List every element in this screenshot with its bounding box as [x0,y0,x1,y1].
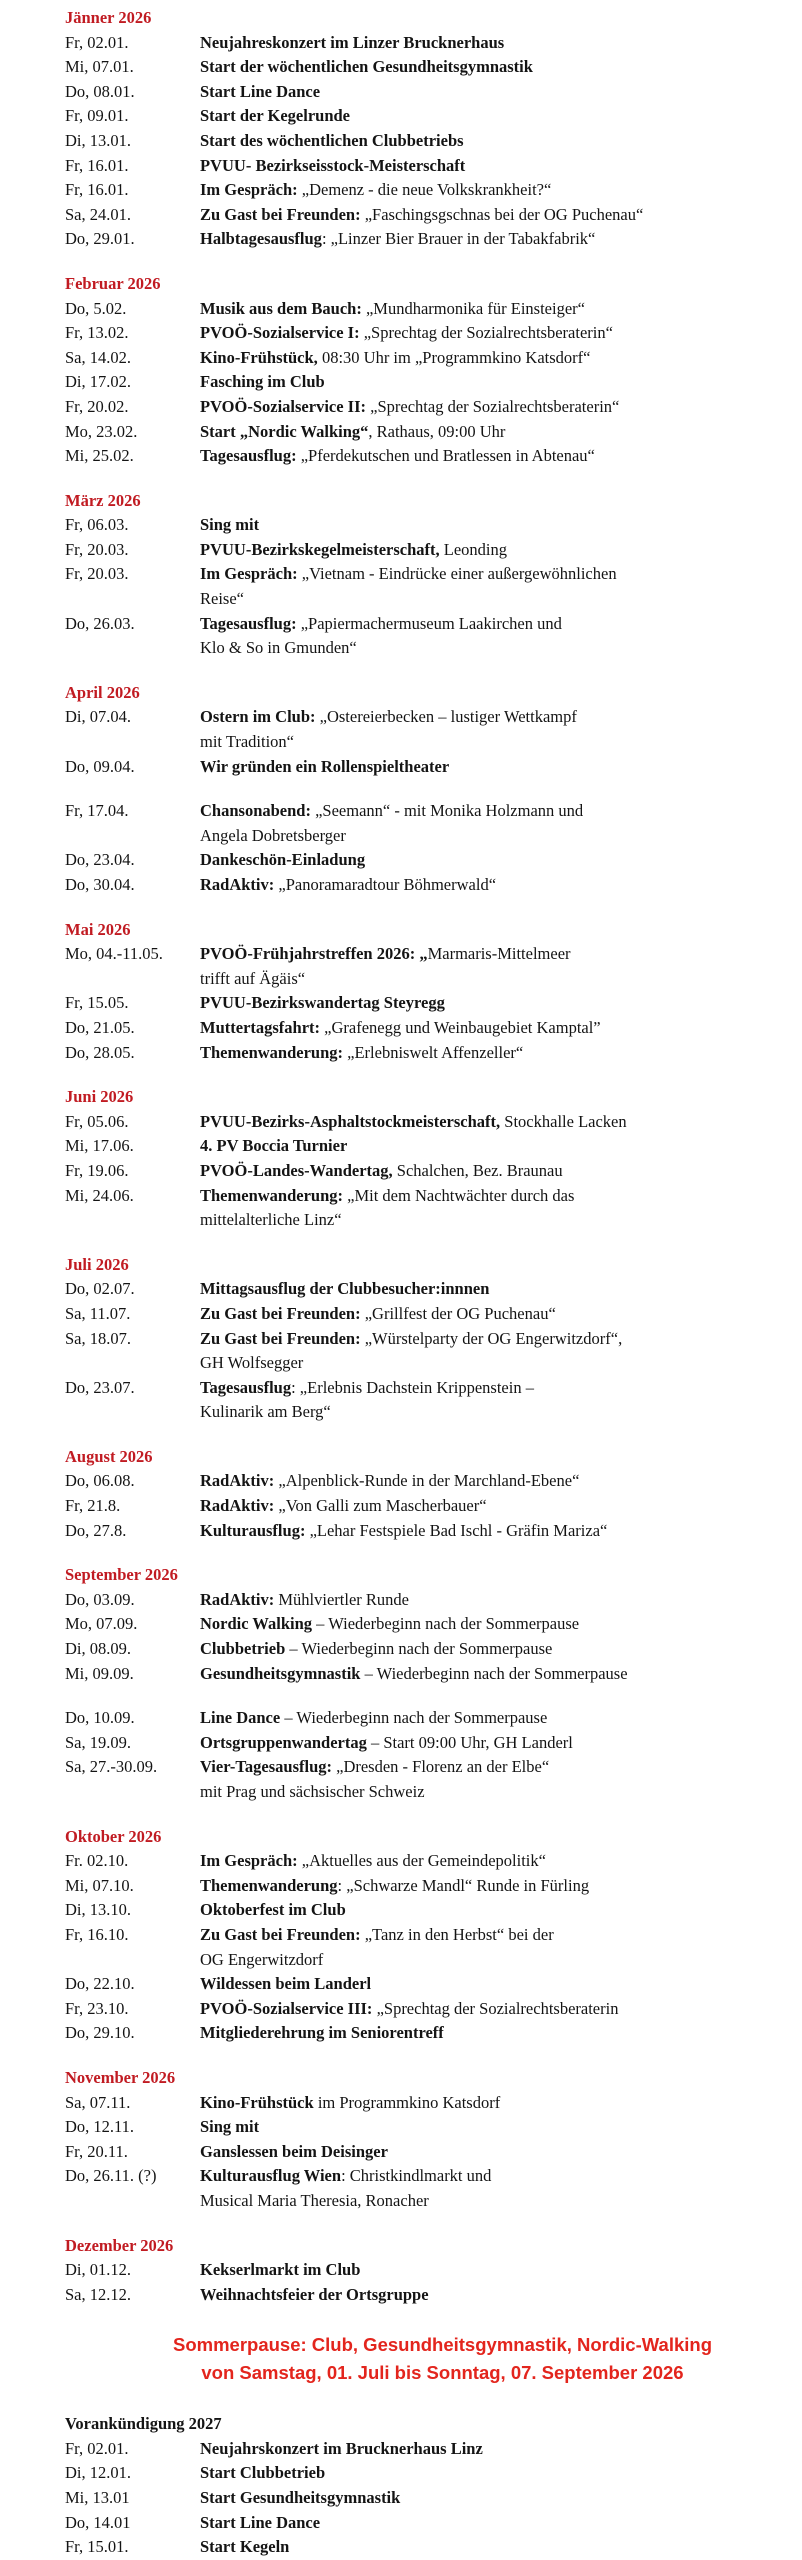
event-row [65,1469,762,1494]
event-description: Start Line Dance [200,81,321,101]
event-date: Do, 14.01 [65,2512,131,2532]
event-row [65,31,762,56]
event-date: Do, 10.09. [65,1708,135,1728]
event-description: PVOÖ-Sozialservice II: „Sprechtag der Sozialrechtsberaterin“ [200,396,620,416]
event-description: Start Gesundheitsgymnastik [200,2488,401,2508]
event-description: Mittagsausflug der Clubbesucher:innnen [200,1279,490,1299]
event-row [65,297,762,322]
event-date: Fr, 20.03. [65,564,129,584]
month-header: Februar 2026 [65,273,161,293]
event-row [65,1016,762,1041]
summer-break-line-2: von Samstag, 01. Juli bis Sonntag, 07. September 2026 [201,2361,684,2383]
month-header: September 2026 [65,1565,178,1585]
event-row [65,1923,762,1972]
event-description: Start Clubbetrieb [200,2463,326,2483]
event-date: Do, 03.09. [65,1589,135,1609]
month-header: August 2026 [65,1446,153,1466]
month-header: Mai 2026 [65,919,131,939]
event-date: Fr, 02.01. [65,32,129,52]
event-row [65,1159,762,1184]
event-row [65,321,762,346]
event-date: Do, 23.07. [65,1377,135,1397]
month-section [65,2412,762,2560]
event-description: PVOÖ-Landes-Wandertag, Schalchen, Bez. Braunau [200,1160,563,1180]
event-date: Di, 08.09. [65,1639,131,1659]
event-row [65,799,762,848]
event-description: Gesundheitsgymnastik – Wiederbeginn nach der Sommerpause [200,1663,628,1683]
summer-break-notice [65,2331,762,2386]
event-date: Di, 13.01. [65,130,131,150]
event-row [65,1997,762,2022]
event-date: Sa, 19.09. [65,1732,131,1752]
event-date: Fr, 06.03. [65,515,129,535]
event-date: Do, 27.8. [65,1520,127,1540]
event-row [65,2021,762,2046]
month-section [65,2234,762,2308]
event-date: Sa, 12.12. [65,2284,131,2304]
event-date: Mi, 25.02. [65,446,134,466]
event-date: Fr, 17.04. [65,801,129,821]
event-description: Tagesausflug: „Pferdekutschen und Bratlessen in Abtenau“ [200,446,595,466]
event-description: Zu Gast bei Freunden: „Würstelparty der OG Engerwitzdorf“, GH Wolfsegger [200,1328,623,1373]
event-date: Mi, 07.01. [65,57,134,77]
event-description: Tagesausflug: „Erlebnis Dachstein Krippenstein – Kulinarik am Berg“ [200,1377,534,1422]
event-description: Ortsgruppenwandertag – Start 09:00 Uhr, GH Landerl [200,1732,573,1752]
event-description: Start Kegeln [200,2537,290,2557]
event-row [65,55,762,80]
event-date: Di, 12.01. [65,2463,131,2483]
event-description: Im Gespräch: „Aktuelles aus der Gemeindepolitik“ [200,1851,546,1871]
event-row [65,942,762,991]
event-date: Do, 21.05. [65,1017,135,1037]
event-row [65,2511,762,2536]
event-row [65,1706,762,1731]
event-description: Start der wöchentlichen Gesundheitsgymnastik [200,57,533,77]
event-description: Musik aus dem Bauch: „Mundharmonika für Einsteiger“ [200,298,585,318]
event-description: Ostern im Club: „Ostereierbecken – lustiger Wettkampf mit Tradition“ [200,707,577,752]
event-row [65,1972,762,1997]
event-description: Vier-Tagesausflug: „Dresden - Florenz an der Elbe“ mit Prag und sächsischer Schweiz [200,1757,550,1801]
event-date: Do, 30.04. [65,875,135,894]
event-date: Sa, 14.02. [65,347,131,367]
event-description: Themenwanderung: „Mit dem Nachtwächter durch das mittelalterliche Linz“ [200,1185,575,1230]
event-row [65,2140,762,2165]
event-row [65,873,762,898]
event-date: Fr, 23.10. [65,1998,129,2018]
event-row [65,848,762,873]
event-description: PVUU-Bezirkskegelmeisterschaft, Leonding [200,539,508,559]
event-date: Sa, 11.07. [65,1303,131,1323]
event-row [65,2437,762,2462]
month-header: April 2026 [65,682,140,702]
event-row [65,1110,762,1135]
month-header: Juni 2026 [65,1087,134,1107]
event-row [65,2486,762,2511]
event-row [65,227,762,252]
month-header: März 2026 [65,490,141,510]
event-row [65,1612,762,1637]
event-row [65,104,762,129]
event-description: Kulturausflug Wien: Christkindlmarkt und Musical Maria Theresia, Ronacher [200,2166,492,2210]
event-row [65,2283,762,2308]
event-row [65,2115,762,2140]
event-row [65,178,762,203]
event-description: PVOÖ-Sozialservice III: „Sprechtag der Sozialrechtsberaterin [200,1998,619,2018]
month-section [65,918,762,1066]
event-row [65,129,762,154]
event-date: Fr, 20.02. [65,396,129,416]
month-section [65,1563,762,1804]
event-date: Fr, 19.06. [65,1160,129,1180]
event-description: Weihnachtsfeier der Ortsgruppe [200,2284,429,2304]
event-date: Fr, 21.8. [65,1496,121,1516]
month-header: Vorankündigung 2027 [65,2414,222,2434]
event-date: Mi, 17.06. [65,1136,134,1156]
event-row [65,513,762,538]
event-description: PVOÖ-Sozialservice I: „Sprechtag der Sozialrechtsberaterin“ [200,323,613,343]
event-date: Do, 29.01. [65,229,135,249]
event-description: PVUU- Bezirkseisstock-Meisterschaft [200,155,466,175]
event-row [65,705,762,754]
month-header: Jänner 2026 [65,8,152,27]
event-date: Do, 09.04. [65,756,135,776]
event-date: Fr, 20.11. [65,2141,128,2161]
event-description: Chansonabend: „Seemann“ - mit Monika Holzmann und Angela Dobretsberger [200,801,584,845]
event-row [65,755,762,780]
event-description: Zu Gast bei Freunden: „Faschingsgschnas bei der OG Puchenau“ [200,204,644,224]
event-date: Mi, 07.10. [65,1875,134,1895]
event-date: Sa, 24.01. [65,204,131,224]
event-description: 4. PV Boccia Turnier [200,1136,348,1156]
event-date: Di, 13.10. [65,1900,131,1920]
event-row [65,370,762,395]
event-row [65,2091,762,2116]
event-row [65,1519,762,1544]
month-section [65,681,762,898]
event-description: PVUU-Bezirks-Asphaltstockmeisterschaft, Stockhalle Lacken [200,1111,627,1131]
event-description: PVOÖ-Frühjahrstreffen 2026: „Marmaris-Mittelmeer trifft auf Ägäis“ [200,944,571,988]
event-description: Halbtagesausflug: „Linzer Bier Brauer in der Tabakfabrik“ [200,229,596,249]
event-date: Do, 26.11. (?) [65,2166,157,2186]
event-description: Kino-Frühstück, 08:30 Uhr im „Programmkino Katsdorf“ [200,347,591,367]
event-date: Mo, 23.02. [65,421,138,441]
event-date: Do, 26.03. [65,613,135,633]
event-row [65,612,762,661]
event-description: Start der Kegelrunde [200,106,351,126]
event-date: Fr, 15.05. [65,993,129,1013]
event-date: Mi, 24.06. [65,1185,134,1205]
event-row [65,80,762,105]
event-description: RadAktiv: „Von Galli zum Mascherbauer“ [200,1496,487,1516]
event-description: Nordic Walking – Wiederbeginn nach der Sommerpause [200,1614,580,1634]
event-row [65,1277,762,1302]
event-description: Neujahrskonzert im Brucknerhaus Linz [200,2438,483,2458]
event-date: Mo, 07.09. [65,1614,138,1634]
event-row [65,2461,762,2486]
event-date: Di, 01.12. [65,2260,131,2280]
event-description: Dankeschön-Einladung [200,850,366,870]
event-row [65,1588,762,1613]
event-description: Tagesausflug: „Papiermachermuseum Laakirchen und Klo & So in Gmunden“ [200,613,562,658]
event-date: Do, 28.05. [65,1042,135,1062]
month-section [65,6,762,252]
event-row [65,1376,762,1425]
event-description: Clubbetrieb – Wiederbeginn nach der Sommerpause [200,1639,553,1659]
event-date: Fr, 20.03. [65,539,129,559]
event-row [65,538,762,563]
month-section [65,1253,762,1425]
event-row [65,2258,762,2283]
event-row [65,1041,762,1066]
event-row [65,420,762,445]
event-date: Mo, 04.-11.05. [65,944,163,964]
month-header: Dezember 2026 [65,2235,174,2255]
event-date: Fr, 16.01. [65,155,129,175]
event-row [65,991,762,1016]
month-header: November 2026 [65,2067,176,2087]
event-description: Oktoberfest im Club [200,1900,346,1920]
event-date: Sa, 18.07. [65,1328,131,1348]
event-description: Start des wöchentlichen Clubbetriebs [200,130,464,150]
month-header: Oktober 2026 [65,1826,162,1846]
month-section [65,272,762,469]
event-row [65,1874,762,1899]
event-row [65,1849,762,1874]
preview-section-container [65,2412,762,2560]
event-row [65,562,762,611]
event-date: Di, 17.02. [65,372,131,392]
event-date: Sa, 27.-30.09. [65,1757,158,1777]
month-section [65,2066,762,2214]
event-description: Start Line Dance [200,2512,321,2532]
event-description: Mitgliederehrung im Seniorentreff [200,2023,444,2043]
event-date: Fr, 16.10. [65,1924,129,1944]
event-row [65,1327,762,1376]
event-row [65,154,762,179]
event-date: Do, 22.10. [65,1974,135,1994]
month-section [65,489,762,661]
event-description: Muttertagsfahrt: „Grafenegg und Weinbaugebiet Kamptal” [200,1017,601,1037]
event-row [65,1184,762,1233]
event-row [65,1494,762,1519]
event-row [65,1731,762,1756]
event-description: Kekserlmarkt im Club [200,2260,361,2280]
event-date: Fr, 05.06. [65,1111,129,1131]
event-description: Kino-Frühstück im Programmkino Katsdorf [200,2092,501,2112]
month-section [65,1085,762,1233]
event-description: RadAktiv: „Panoramaradtour Böhmerwald“ [200,875,497,894]
event-description: PVUU-Bezirkswandertag Steyregg [200,993,445,1013]
event-description: Im Gespräch: „Demenz - die neue Volkskrankheit?“ [200,180,552,200]
event-row [65,346,762,371]
event-date: Do, 29.10. [65,2023,135,2043]
event-row [65,444,762,469]
event-row [65,1302,762,1327]
event-description: Zu Gast bei Freunden: „Tanz in den Herbst“ bei der OG Engerwitzdorf [200,1924,554,1969]
calendar-sections [65,6,762,2307]
event-description: Start „Nordic Walking“, Rathaus, 09:00 Uhr [200,421,506,441]
event-date: Sa, 07.11. [65,2092,131,2112]
event-description: Line Dance – Wiederbeginn nach der Sommerpause [200,1708,548,1728]
month-header: Juli 2026 [65,1254,129,1274]
event-description: Themenwanderung: „Erlebniswelt Affenzeller“ [200,1042,524,1062]
event-description: Sing mit [200,2117,260,2137]
event-description: Fasching im Club [200,372,325,392]
event-description: RadAktiv: Mühlviertler Runde [200,1589,409,1609]
event-date: Do, 12.11. [65,2117,135,2137]
event-date: Fr, 15.01. [65,2537,129,2557]
event-date: Do, 02.07. [65,1279,135,1299]
event-description: Zu Gast bei Freunden: „Grillfest der OG Puchenau“ [200,1303,556,1323]
event-date: Fr, 16.01. [65,180,129,200]
event-date: Fr, 02.01. [65,2438,129,2458]
event-date: Mi, 09.09. [65,1663,134,1683]
event-date: Do, 23.04. [65,850,135,870]
event-row [65,1134,762,1159]
event-description: Sing mit [200,515,260,535]
event-date: Di, 07.04. [65,707,131,727]
month-section [65,1445,762,1543]
event-date: Do, 06.08. [65,1471,135,1491]
event-date: Mi, 13.01 [65,2488,130,2508]
event-description: Themenwanderung: „Schwarze Mandl“ Runde in Fürling [200,1875,590,1895]
event-row [65,1662,762,1687]
event-row [65,1755,762,1804]
month-section [65,1825,762,2046]
summer-break-line-1: Sommerpause: Club, Gesundheitsgymnastik, Nordic-Walking [173,2334,712,2356]
event-row [65,2535,762,2560]
event-description: Im Gespräch: „Vietnam - Eindrücke einer außergewöhnlichen Reise“ [200,564,617,609]
event-description: RadAktiv: „Alpenblick-Runde in der Marchland-Ebene“ [200,1471,580,1491]
event-row [65,203,762,228]
event-row [65,2164,762,2213]
event-row [65,395,762,420]
event-description: Kulturausflug: „Lehar Festspiele Bad Ischl - Gräfin Mariza“ [200,1520,608,1540]
event-row [65,1637,762,1662]
event-date: Do, 08.01. [65,81,135,101]
event-date: Fr, 09.01. [65,106,129,126]
event-date: Fr. 02.10. [65,1851,129,1871]
event-description: Wildessen beim Landerl [200,1974,372,1994]
event-date: Fr, 13.02. [65,323,129,343]
event-row [65,1898,762,1923]
event-description: Wir gründen ein Rollenspieltheater [200,756,450,776]
event-description: Neujahreskonzert im Linzer Brucknerhaus [200,32,505,52]
event-date: Do, 5.02. [65,298,127,318]
event-description: Ganslessen beim Deisinger [200,2141,388,2161]
